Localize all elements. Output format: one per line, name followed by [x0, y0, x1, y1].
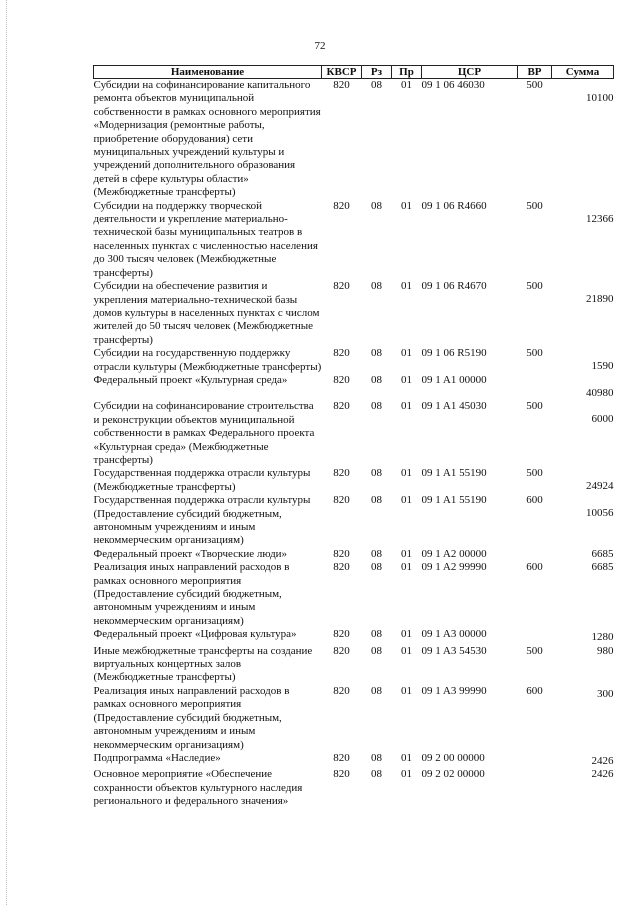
row-csr: 09 1 A1 55190 — [421, 467, 487, 480]
row-name: Федеральный проект «Цифровая культура» — [93, 628, 297, 641]
row-rz: 08 — [371, 494, 382, 507]
row-sum: 24924 — [586, 480, 614, 493]
row-pr: 01 — [401, 751, 412, 764]
row-pr: 01 — [401, 467, 412, 480]
row-sum: 2426 — [591, 768, 614, 781]
table-row — [94, 685, 614, 752]
header-kvsr: КВСР — [322, 66, 362, 79]
header-pr: Пр — [392, 66, 422, 79]
row-kvsr: 820 — [333, 768, 350, 781]
row-pr: 01 — [401, 768, 412, 781]
row-csr: 09 2 02 00000 — [421, 768, 485, 781]
row-name: Субсидии на государственную поддержку отрасли культуры (Межбюджетные трансферты) — [93, 347, 322, 373]
row-pr: 01 — [401, 347, 412, 360]
row-vr: 500 — [526, 644, 543, 657]
row-kvsr: 820 — [333, 280, 350, 293]
table-row — [94, 768, 614, 808]
header-csr: ЦСР — [422, 66, 518, 79]
row-pr: 01 — [401, 373, 412, 386]
row-csr: 09 1 A3 54530 — [421, 644, 487, 657]
row-pr: 01 — [401, 684, 412, 697]
table-row — [94, 752, 614, 768]
row-csr: 09 1 A2 00000 — [421, 547, 487, 560]
table-row — [94, 494, 614, 548]
row-pr: 01 — [401, 400, 412, 413]
row-kvsr: 820 — [333, 494, 350, 507]
row-sum: 1590 — [591, 360, 614, 373]
row-pr: 01 — [401, 547, 412, 560]
row-pr: 01 — [401, 199, 412, 212]
row-kvsr: 820 — [333, 561, 350, 574]
table-row — [94, 561, 614, 628]
row-kvsr: 820 — [333, 467, 350, 480]
row-csr: 09 1 A2 99990 — [421, 561, 487, 574]
table-row — [94, 628, 614, 644]
row-rz: 08 — [371, 684, 382, 697]
row-kvsr: 820 — [333, 347, 350, 360]
row-vr — [518, 752, 552, 768]
row-sum: 21890 — [586, 293, 614, 306]
row-kvsr: 820 — [333, 400, 350, 413]
row-vr — [518, 374, 552, 400]
row-csr: 09 1 06 R4660 — [421, 199, 487, 212]
row-csr: 09 1 A3 99990 — [421, 684, 487, 697]
budget-table — [93, 65, 614, 809]
row-name: Основное мероприятие «Обеспечение сохранности объектов культурного наследия регионального и федерального значения» — [93, 768, 303, 808]
row-vr: 600 — [526, 494, 543, 507]
row-csr: 09 1 A1 55190 — [421, 494, 487, 507]
table-row — [94, 374, 614, 400]
row-name: Подпрограмма «Наследие» — [93, 751, 221, 764]
row-vr — [518, 548, 552, 561]
row-sum: 12366 — [586, 212, 614, 225]
row-sum: 6685 — [591, 561, 614, 574]
row-pr: 01 — [401, 79, 412, 91]
row-sum: 40980 — [586, 386, 614, 399]
row-sum: 980 — [597, 644, 614, 657]
row-vr: 500 — [526, 199, 543, 212]
table-row — [94, 79, 614, 200]
row-rz: 08 — [371, 628, 382, 641]
row-name: Субсидии на софинансирование капитального ремонта объектов муниципальной собственности в рамках основного мероприятия «Модернизация (ремонтные работы, приобретение оборудования) сети муниципальных учреждений культуры и учреждений дополнительного образования детей в сфере культуры области» (Межбюджетные трансферты) — [93, 79, 321, 199]
row-vr: 500 — [526, 347, 543, 360]
row-name: Иные межбюджетные трансферты на создание виртуальных концертных залов (Межбюджетные трансферты) — [93, 644, 313, 684]
row-csr: 09 1 A1 45030 — [421, 400, 487, 413]
row-sum: 6000 — [591, 413, 614, 426]
row-csr: 09 1 A3 00000 — [421, 628, 487, 641]
row-csr: 09 1 06 R4670 — [421, 280, 487, 293]
row-vr: 500 — [526, 400, 543, 413]
row-name: Субсидии на софинансирование строительства и реконструкции объектов муниципальной собственности в рамках Федерального проекта «Культурная среда» (Межбюджетные трансферты) — [93, 400, 315, 466]
table-row — [94, 280, 614, 347]
row-rz: 08 — [371, 280, 382, 293]
row-kvsr: 820 — [333, 199, 350, 212]
row-sum: 300 — [597, 687, 614, 700]
row-vr — [518, 628, 552, 644]
row-rz: 08 — [371, 467, 382, 480]
row-sum: 2426 — [591, 754, 614, 767]
row-sum: 6685 — [591, 547, 614, 560]
row-csr: 09 1 A1 00000 — [421, 373, 487, 386]
table-row — [94, 200, 614, 280]
row-vr: 600 — [526, 561, 543, 574]
row-name: Государственная поддержка отрасли культуры (Межбюджетные трансферты) — [93, 467, 311, 493]
row-kvsr: 820 — [333, 547, 350, 560]
page-number: 72 — [314, 40, 326, 52]
row-kvsr: 820 — [333, 628, 350, 641]
row-rz: 08 — [371, 547, 382, 560]
row-rz: 08 — [371, 347, 382, 360]
row-pr: 01 — [401, 494, 412, 507]
row-name: Государственная поддержка отрасли культуры (Предоставление субсидий бюджетным, автономным учреждениям и иным некоммерческим организациям) — [93, 494, 311, 547]
row-name: Федеральный проект «Культурная среда» — [93, 373, 288, 386]
row-kvsr: 820 — [333, 644, 350, 657]
table-row — [94, 548, 614, 561]
row-rz: 08 — [371, 751, 382, 764]
row-pr: 01 — [401, 280, 412, 293]
row-csr: 09 1 06 46030 — [421, 79, 485, 91]
row-kvsr: 820 — [333, 373, 350, 386]
row-kvsr: 820 — [333, 79, 350, 91]
header-rz: Рз — [362, 66, 392, 79]
row-rz: 08 — [371, 768, 382, 781]
row-rz: 08 — [371, 79, 382, 91]
row-kvsr: 820 — [333, 751, 350, 764]
row-vr: 500 — [526, 280, 543, 293]
row-rz: 08 — [371, 644, 382, 657]
row-sum: 10100 — [586, 92, 614, 104]
row-csr: 09 2 00 00000 — [421, 751, 485, 764]
table-row — [94, 400, 614, 467]
table-row — [94, 467, 614, 494]
row-pr: 01 — [401, 561, 412, 574]
row-pr: 01 — [401, 628, 412, 641]
row-name: Субсидии на обеспечение развития и укрепления материально-технической базы домов культуры в населенных пунктах с числом жителей до 50 тысяч человек (Межбюджетные трансферты) — [93, 280, 320, 346]
row-vr: 600 — [526, 684, 543, 697]
table-row — [94, 347, 614, 374]
row-name: Реализация иных направлений расходов в рамках основного мероприятия (Предоставление субсидий бюджетным, автономным учреждениям и иным некоммерческим организациям) — [93, 561, 290, 627]
header-vr: ВР — [518, 66, 552, 79]
table-row — [94, 645, 614, 685]
row-rz: 08 — [371, 561, 382, 574]
header-name: Наименование — [94, 66, 322, 79]
row-rz: 08 — [371, 400, 382, 413]
row-sum: 1280 — [591, 631, 614, 644]
row-sum: 10056 — [586, 507, 614, 520]
header-sum: Сумма — [552, 66, 614, 79]
row-name: Федеральный проект «Творческие люди» — [93, 547, 288, 560]
table-header-row — [94, 66, 614, 79]
row-vr — [518, 768, 552, 808]
row-vr: 500 — [526, 467, 543, 480]
row-name: Субсидии на поддержку творческой деятельности и укрепление материально-технической базы муниципальных театров в населенных пунктах с численностью населения до 300 тысяч человек (Межбюджетные трансферты) — [93, 199, 318, 279]
row-csr: 09 1 06 R5190 — [421, 347, 487, 360]
row-rz: 08 — [371, 373, 382, 386]
row-pr: 01 — [401, 644, 412, 657]
row-kvsr: 820 — [333, 684, 350, 697]
row-vr: 500 — [526, 79, 543, 91]
page-edge — [6, 0, 8, 905]
row-rz: 08 — [371, 199, 382, 212]
row-name: Реализация иных направлений расходов в рамках основного мероприятия (Предоставление субсидий бюджетным, автономным учреждениям и иным некоммерческим организациям) — [93, 684, 290, 751]
